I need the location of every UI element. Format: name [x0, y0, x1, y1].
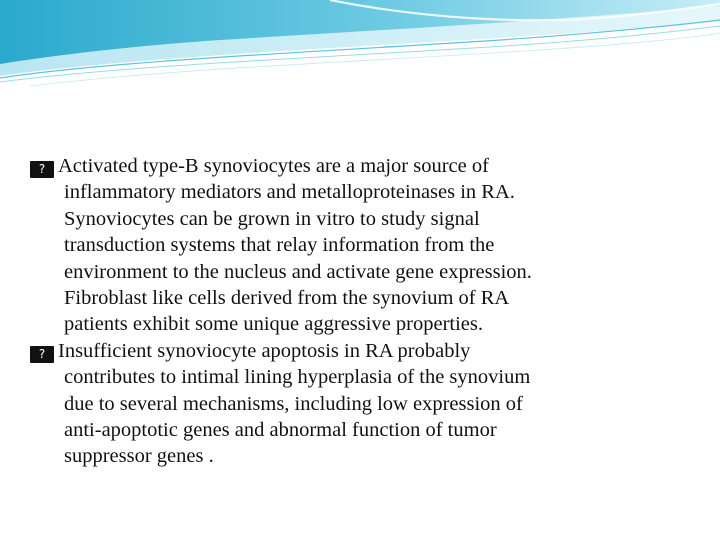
paragraph-2-line-2: contributes to intimal lining hyperplasia of the synovium	[64, 366, 531, 389]
bullet-paragraph-2	[30, 338, 680, 470]
bullet-marker-icon: ?	[30, 161, 54, 178]
slide-body	[30, 153, 680, 470]
paragraph-2-line-1: Insufficient synoviocyte apoptosis in RA probably	[58, 339, 471, 362]
paragraph-1-line-5: environment to the nucleus and activate gene expression.	[64, 260, 532, 283]
paragraph-2-line-4: anti-apoptotic genes and abnormal function of tumor	[64, 419, 497, 442]
paragraph-2-line-5: suppressor genes .	[64, 445, 214, 468]
paragraph-1-line-6: Fibroblast like cells derived from the synovium of RA	[64, 287, 510, 310]
decorative-wave-banner	[0, 0, 720, 120]
paragraph-1-line-3: Synoviocytes can be grown in vitro to study signal	[64, 207, 480, 230]
bullet-paragraph-1	[30, 153, 680, 338]
paragraph-1-line-1: Activated type-B synoviocytes are a major source of	[58, 155, 489, 177]
paragraph-1-line-4: transduction systems that relay information from the	[64, 234, 495, 257]
paragraph-1-line-2: inflammatory mediators and metalloproteinases in RA.	[64, 181, 515, 204]
paragraph-2-line-3: due to several mechanisms, including low expression of	[64, 392, 523, 415]
bullet-marker-icon: ?	[30, 346, 54, 363]
paragraph-1-line-7: patients exhibit some unique aggressive properties.	[64, 313, 484, 336]
